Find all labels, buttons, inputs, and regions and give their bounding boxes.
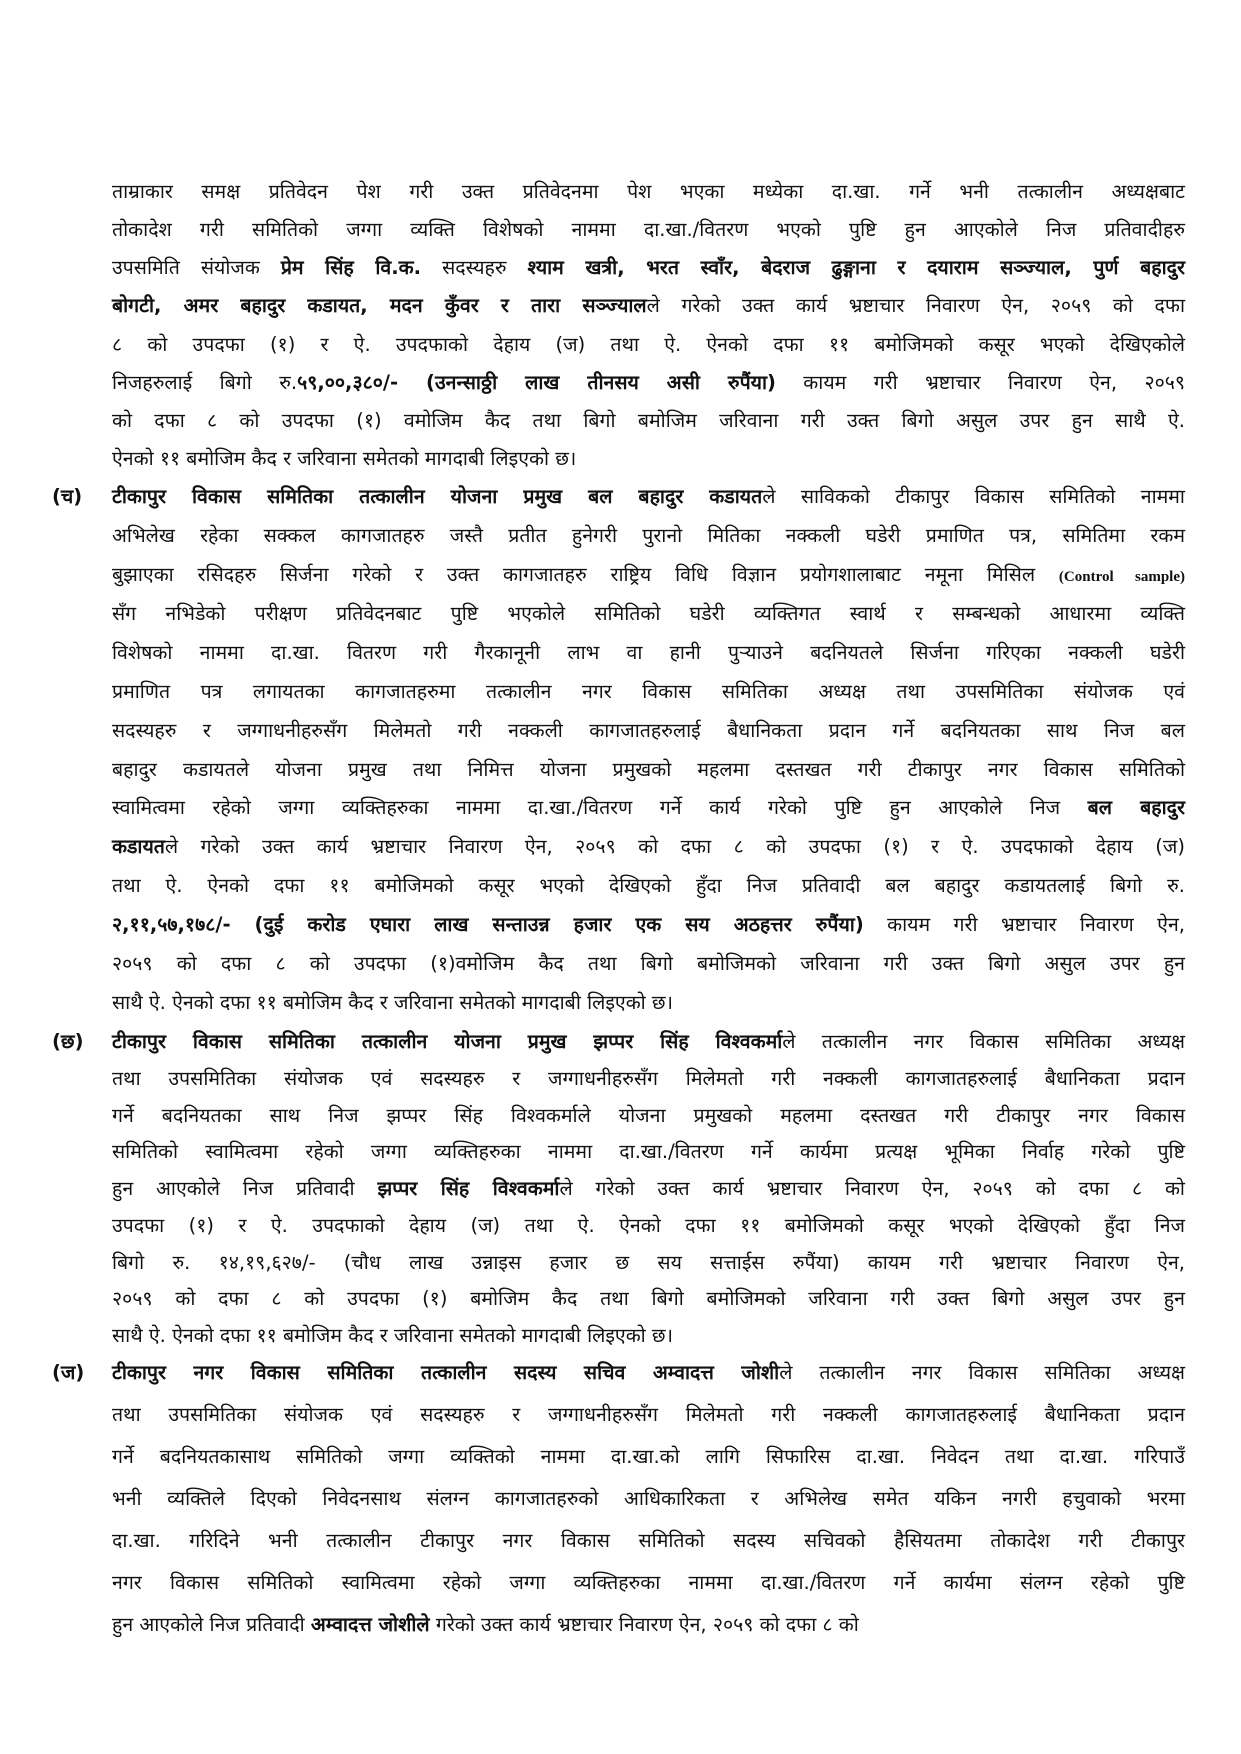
text-span: दा.खा. गरिदिने भनी तत्कालीन टीकापुर नगर विकास समितिको सदस्य सचिवको हैसियतमा तोकादेश गरी टीकापुर [112, 1529, 1185, 1552]
text-line [112, 558, 1185, 592]
text-line [112, 1172, 1185, 1206]
text-line [112, 1062, 1185, 1096]
text-line [112, 366, 1185, 400]
paragraph-label: (च) [52, 485, 83, 508]
text-line [112, 830, 1185, 864]
text-span: हुन आएकोले निज प्रतिवादी [112, 1613, 311, 1636]
text-line [112, 1246, 1185, 1280]
text-span: साथै ऐ. ऐनको दफा ११ बमोजिम कैद र जरिवाना समेतको मागदाबी लिइएको छ। [112, 991, 673, 1015]
text-line [112, 908, 1185, 942]
bold-text: बल बहादुर [1087, 796, 1186, 820]
text-line [112, 1398, 1185, 1432]
bold-text: ५९,००,३८०/- (उनन्साठ्ठी लाख तीनसय असी रुपैंया) [297, 370, 776, 394]
text-span: समितिको स्वामित्वमा रहेको जग्गा व्यक्तिहरुका नाममा दा.खा./वितरण गर्ने कार्यमा प्रत्यक्ष भूमिका निर्वाह गरेको पुष्टि [112, 1140, 1185, 1164]
text-line [112, 1356, 1185, 1390]
text-span: भनी व्यक्तिले दिएको निवेदनसाथ संलग्न कागजातहरुको आधिकारिकता र अभिलेख समेत यकिन नगरी हचुवाको भरमा [112, 1487, 1185, 1510]
text-line [112, 1566, 1185, 1600]
text-span: तोकादेश गरी समितिको जग्गा व्यक्ति विशेषको नाममा दा.खा./वितरण भएको पुष्टि हुन आएकोले निज प्रतिवादीहरु [112, 218, 1185, 242]
text-line [112, 791, 1185, 825]
text-span: ले गरेको उक्त कार्य भ्रष्टाचार निवारण ऐन, २०५९ को दफा ८ को उपदफा (१) र ऐ. उपदफाको देहाय (ज) [164, 835, 1185, 859]
text-span: उपदफा (१) र ऐ. उपदफाको देहाय (ज) तथा ऐ. ऐनको दफा ११ बमोजिमको कसूर भएको देखिएको हुँदा निज [112, 1213, 1185, 1237]
bold-text: अम्वादत्त जोशीले [310, 1613, 430, 1636]
bold-text: बोगटी, अमर बहादुर कडायत, मदन कुँवर र तारा सञ्ज्याल [112, 294, 647, 318]
text-line [112, 753, 1185, 787]
text-span: ८ को उपदफा (१) र ऐ. उपदफाको देहाय (ज) तथा ऐ. ऐनको दफा ११ बमोजिमको कसूर भएको देखिएकोले [112, 332, 1185, 356]
text-span: विशेषको नाममा दा.खा. वितरण गरी गैरकानूनी लाभ वा हानी पुर्‍याउने बदनियतले सिर्जना गरिएका नक्कली घडेरी [112, 640, 1185, 664]
text-span: २०५९ को दफा ८ को उपदफा (१) बमोजिम कैद तथा बिगो बमोजिमको जरिवाना गरी उक्त बिगो असुल उपर हुन [112, 1287, 1185, 1311]
text-line [112, 404, 1185, 438]
text-span: निजहरुलाई बिगो रु. [112, 370, 298, 394]
text-span: कायम गरी भ्रष्टाचार निवारण ऐन, २०५९ [775, 370, 1185, 394]
bold-text: झप्पर सिंह विश्वकर्मा [377, 1177, 560, 1201]
text-line [112, 1319, 1185, 1353]
text-span: साथै ऐ. ऐनको दफा ११ बमोजिम कैद र जरिवाना समेतको मागदाबी लिइएको छ। [112, 1324, 673, 1348]
text-span: को दफा ८ को उपदफा (१) वमोजिम कैद तथा बिगो बमोजिम जरिवाना गरी उक्त बिगो असुल उपर हुन साथै ऐ. [112, 408, 1185, 432]
bold-text: श्याम खत्री, भरत स्वाँर, बेदराज ढुङ्गाना र दयाराम सञ्ज्याल, पुर्ण बहादुर [527, 256, 1185, 280]
text-span: गर्ने बदनियतका साथ निज झप्पर सिंह विश्वकर्माले योजना प्रमुखको महलमा दस्तखत गरी टीकापुर नगर विकास [112, 1103, 1185, 1127]
text-span: बहादुर कडायतले योजना प्रमुख तथा निमित्त योजना प्रमुखको महलमा दस्तखत गरी टीकापुर नगर विकास समितिको [112, 757, 1185, 781]
text-span: सँग नभिडेको परीक्षण प्रतिवेदनबाट पुष्टि भएकोले समितिको घडेरी व्यक्तिगत स्वार्थ र सम्बन्धको आधारमा व्यक्ति [112, 601, 1185, 625]
text-line [112, 1482, 1185, 1516]
text-line [112, 986, 1185, 1020]
text-line [112, 1209, 1185, 1243]
text-line [112, 636, 1185, 670]
text-line [112, 328, 1185, 362]
bold-text: टीकापुर नगर विकास समितिका तत्कालीन सदस्य सचिव अम्वादत्त जोशी [112, 1361, 780, 1384]
paragraph-label: (छ) [52, 1030, 84, 1053]
text-span: सदस्यहरु र जग्गाधनीहरुसँग मिलेमतो गरी नक्कली कागजातहरुलाई बैधानिकता प्रदान गर्ने बदनियतका साथ निज बल [112, 718, 1185, 742]
text-span: ले तत्कालीन नगर विकास समितिका अध्यक्ष [779, 1361, 1185, 1384]
text-line [112, 289, 1185, 323]
text-span: तथा उपसमितिका संयोजक एवं सदस्यहरु र जग्गाधनीहरुसँग मिलेमतो गरी नक्कली कागजातहरुलाई बैधानिकता प्रदान [112, 1066, 1185, 1090]
bold-text: टीकापुर विकास समितिका तत्कालीन योजना प्रमुख झप्पर सिंह विश्वकर्मा [112, 1030, 783, 1053]
text-span: ले तत्कालीन नगर विकास समितिका अध्यक्ष [782, 1030, 1185, 1053]
text-span: प्रमाणित पत्र लगायतका कागजातहरुमा तत्कालीन नगर विकास समितिका अध्यक्ष तथा उपसमितिका संयोजक एवं [112, 679, 1185, 703]
bold-text: प्रेम सिंह वि.क. [280, 256, 422, 280]
paragraph-label: (ज) [52, 1361, 85, 1384]
text-span: ऐनको ११ बमोजिम कैद र जरिवाना समेतको मागदाबी लिइएको छ। [112, 446, 577, 470]
text-span: हुन आएकोले निज प्रतिवादी [112, 1177, 378, 1201]
text-span: ले साविकको टीकापुर विकास समितिको नाममा [762, 485, 1185, 508]
text-span: ताम्राकार समक्ष प्रतिवेदन पेश गरी उक्त प्रतिवेदनमा पेश भएका मध्येका दा.खा. गर्ने भनी तत्कालीन अध्यक्षबाट [112, 180, 1185, 203]
text-line [112, 1608, 1185, 1642]
text-span: बिगो रु. १४,१९,६२७/- (चौध लाख उन्नाइस हजार छ सय सत्ताईस रुपैंया) कायम गरी भ्रष्टाचार निवारण ऐन, [112, 1250, 1185, 1274]
text-line [112, 1524, 1185, 1558]
text-line [112, 869, 1185, 903]
text-span: ले गरेको उक्त कार्य भ्रष्टाचार निवारण ऐन, २०५९ को दफा ८ को [559, 1177, 1185, 1201]
text-line [112, 480, 1185, 514]
text-line [112, 597, 1185, 631]
text-line [112, 1440, 1185, 1474]
text-line [112, 213, 1185, 247]
bold-text: टीकापुर विकास समितिका तत्कालीन योजना प्रमुख बल बहादुर कडायत [112, 485, 763, 508]
text-span: स्वामित्वमा रहेको जग्गा व्यक्तिहरुका नाममा दा.खा./वितरण गर्ने कार्य गरेको पुष्टि हुन आएकोले निज [112, 796, 1088, 820]
text-span: गरेको उक्त कार्य भ्रष्टाचार निवारण ऐन, २०५९ को दफा ८ को [429, 1613, 859, 1636]
text-span: २०५९ को दफा ८ को उपदफा (१)वमोजिम कैद तथा बिगो बमोजिमको जरिवाना गरी उक्त बिगो असुल उपर हुन [112, 952, 1185, 976]
text-line [112, 714, 1185, 748]
text-span: सदस्यहरु [421, 256, 528, 280]
latin-text: (Control sample) [1058, 568, 1185, 585]
text-span: ले गरेको उक्त कार्य भ्रष्टाचार निवारण ऐन, २०५९ को दफा [646, 294, 1185, 318]
text-line [112, 1135, 1185, 1169]
text-span: बुझाएका रसिदहरु सिर्जना गरेको र उक्त कागजातहरु राष्ट्रिय विधि विज्ञान प्रयोगशालाबाट नमूना मिसिल [112, 562, 1059, 586]
text-line [112, 947, 1185, 981]
text-span: अभिलेख रहेका सक्कल कागजातहरु जस्तै प्रतीत हुनेगरी पुरानो मितिका नक्कली घडेरी प्रमाणित पत्र, समितिमा रकम [112, 523, 1185, 547]
text-line [112, 175, 1185, 209]
text-line [112, 1025, 1185, 1059]
text-span: नगर विकास समितिको स्वामित्वमा रहेको जग्गा व्यक्तिहरुका नाममा दा.खा./वितरण गर्ने कार्यमा संलग्न रहेको पुष्टि [112, 1571, 1185, 1594]
text-line [112, 519, 1185, 553]
text-span: तथा ऐ. ऐनको दफा ११ बमोजिमको कसूर भएको देखिएको हुँदा निज प्रतिवादी बल बहादुर कडायतलाई बिगो रु. [112, 874, 1185, 898]
text-line [112, 675, 1185, 709]
text-line [112, 1282, 1185, 1316]
text-span: कायम गरी भ्रष्टाचार निवारण ऐन, [863, 913, 1185, 937]
text-line [112, 442, 1185, 476]
bold-text: कडायत [112, 835, 165, 859]
text-span: उपसमिति संयोजक [112, 256, 281, 280]
bold-text: २,११,५७,१७८/- (दुई करोड एघारा लाख सन्ताउन्न हजार एक सय अठहत्तर रुपैंया) [112, 913, 864, 937]
text-span: तथा उपसमितिका संयोजक एवं सदस्यहरु र जग्गाधनीहरुसँग मिलेमतो गरी नक्कली कागजातहरुलाई बैधानिकता प्रदान [112, 1403, 1185, 1426]
text-line [112, 251, 1185, 285]
text-span: गर्ने बदनियतकासाथ समितिको जग्गा व्यक्तिको नाममा दा.खा.को लागि सिफारिस दा.खा. निवेदन तथा दा.खा. गरिपाउँ [112, 1445, 1185, 1468]
text-line [112, 1099, 1185, 1133]
